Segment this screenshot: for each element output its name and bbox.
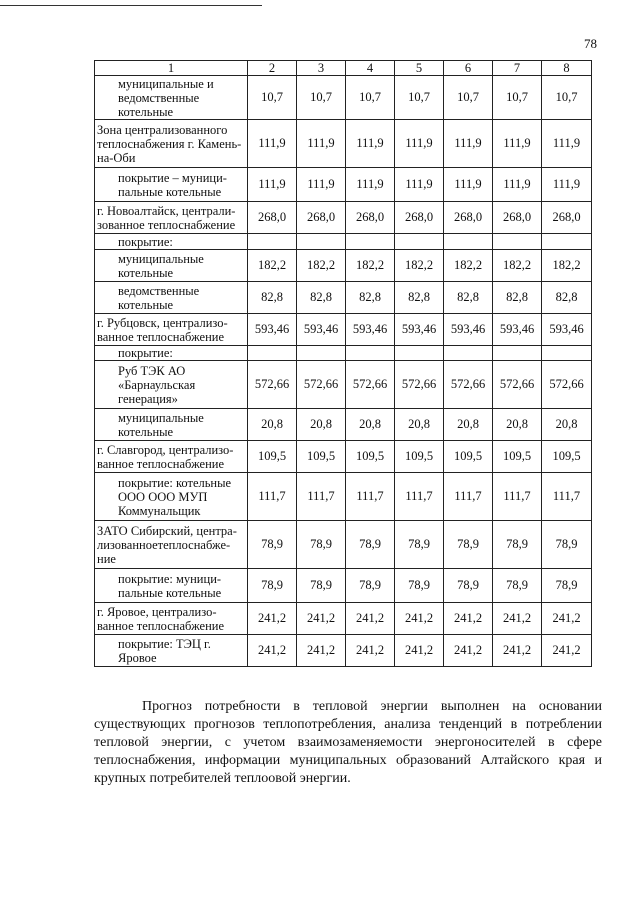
- value-cell: 111,9: [248, 120, 297, 168]
- table-row: [95, 202, 592, 234]
- value-cell: [395, 234, 444, 250]
- value-cell: 241,2: [346, 635, 395, 667]
- table-row: [95, 120, 592, 168]
- value-cell: 593,46: [542, 314, 592, 346]
- value-cell: 593,46: [444, 314, 493, 346]
- value-cell: 241,2: [395, 603, 444, 635]
- value-cell: 593,46: [346, 314, 395, 346]
- value-cell: 20,8: [346, 409, 395, 441]
- value-cell: 268,0: [297, 202, 346, 234]
- value-cell: 241,2: [542, 603, 592, 635]
- top-rule: [0, 5, 262, 6]
- value-cell: [297, 346, 346, 361]
- row-label: покрытие – муници-пальные котельные: [95, 168, 248, 202]
- value-cell: 10,7: [248, 76, 297, 120]
- heat-supply-table: [94, 60, 592, 667]
- value-cell: 78,9: [346, 521, 395, 569]
- value-cell: 82,8: [542, 282, 592, 314]
- value-cell: 78,9: [395, 521, 444, 569]
- value-cell: 182,2: [493, 250, 542, 282]
- value-cell: 82,8: [493, 282, 542, 314]
- row-label: г. Яровое, централизо-ванное теплоснабжение: [95, 603, 248, 635]
- value-cell: 111,9: [542, 120, 592, 168]
- row-label: покрытие:: [95, 346, 248, 361]
- value-cell: 78,9: [493, 569, 542, 603]
- row-label: ЗАТО Сибирский, центра-лизованноетеплоснабже-ние: [95, 521, 248, 569]
- value-cell: 78,9: [542, 521, 592, 569]
- value-cell: 572,66: [395, 361, 444, 409]
- value-cell: 241,2: [297, 603, 346, 635]
- table-row: [95, 569, 592, 603]
- value-cell: 10,7: [346, 76, 395, 120]
- value-cell: 10,7: [444, 76, 493, 120]
- value-cell: 111,7: [346, 473, 395, 521]
- page-number: 78: [584, 36, 597, 51]
- value-cell: 111,9: [542, 168, 592, 202]
- value-cell: 78,9: [542, 569, 592, 603]
- value-cell: 20,8: [395, 409, 444, 441]
- value-cell: 111,9: [493, 168, 542, 202]
- value-cell: 111,9: [346, 168, 395, 202]
- value-cell: 241,2: [493, 635, 542, 667]
- table-row: [95, 234, 592, 250]
- value-cell: [542, 234, 592, 250]
- value-cell: [542, 346, 592, 361]
- value-cell: 182,2: [297, 250, 346, 282]
- body-paragraph: Прогноз потребности в тепловой энергии выполнен на основании существующих прогнозов теплопотребления, анализа тенденций в потреблении тепловой энергии, с учетом взаимозаменяемости энергоносителей в сфере теплоснабжения, информации муниципальных образований Алтайского края и крупных потребителей теплоовой энергии.: [94, 699, 602, 786]
- value-cell: 111,9: [297, 120, 346, 168]
- value-cell: 109,5: [395, 441, 444, 473]
- column-header: 4: [346, 61, 395, 76]
- value-cell: 572,66: [297, 361, 346, 409]
- value-cell: 10,7: [297, 76, 346, 120]
- table-body: [95, 76, 592, 667]
- value-cell: [444, 234, 493, 250]
- row-label: Зона централизованного теплоснабжения г. Камень-на-Оби: [95, 120, 248, 168]
- value-cell: 78,9: [297, 569, 346, 603]
- value-cell: 268,0: [444, 202, 493, 234]
- value-cell: 111,7: [444, 473, 493, 521]
- row-label: г. Славгород, централизо-ванное теплоснабжение: [95, 441, 248, 473]
- value-cell: 10,7: [542, 76, 592, 120]
- value-cell: 593,46: [493, 314, 542, 346]
- table-row: [95, 473, 592, 521]
- table-row: [95, 603, 592, 635]
- value-cell: 593,46: [297, 314, 346, 346]
- value-cell: 182,2: [444, 250, 493, 282]
- value-cell: 268,0: [542, 202, 592, 234]
- column-header: 8: [542, 61, 592, 76]
- value-cell: 111,7: [395, 473, 444, 521]
- row-label: муниципальные и ведомственные котельные: [95, 76, 248, 120]
- value-cell: [444, 346, 493, 361]
- value-cell: [297, 234, 346, 250]
- value-cell: [346, 234, 395, 250]
- value-cell: [493, 234, 542, 250]
- value-cell: 268,0: [346, 202, 395, 234]
- value-cell: 182,2: [346, 250, 395, 282]
- value-cell: 182,2: [248, 250, 297, 282]
- value-cell: 111,9: [297, 168, 346, 202]
- value-cell: 111,7: [542, 473, 592, 521]
- table-row: [95, 168, 592, 202]
- value-cell: 82,8: [346, 282, 395, 314]
- table-row: [95, 635, 592, 667]
- value-cell: 572,66: [493, 361, 542, 409]
- value-cell: 241,2: [444, 635, 493, 667]
- value-cell: 268,0: [395, 202, 444, 234]
- value-cell: 268,0: [493, 202, 542, 234]
- table-row: [95, 76, 592, 120]
- value-cell: 572,66: [444, 361, 493, 409]
- column-header: 1: [95, 61, 248, 76]
- value-cell: 78,9: [444, 521, 493, 569]
- value-cell: 241,2: [248, 603, 297, 635]
- column-header: 6: [444, 61, 493, 76]
- column-header: 3: [297, 61, 346, 76]
- table-row: [95, 346, 592, 361]
- value-cell: 10,7: [395, 76, 444, 120]
- table-row: [95, 521, 592, 569]
- value-cell: 241,2: [346, 603, 395, 635]
- value-cell: 241,2: [444, 603, 493, 635]
- value-cell: 572,66: [346, 361, 395, 409]
- row-label: ведомственные котельные: [95, 282, 248, 314]
- value-cell: 241,2: [248, 635, 297, 667]
- table-row: [95, 250, 592, 282]
- table-row: [95, 441, 592, 473]
- value-cell: 20,8: [542, 409, 592, 441]
- value-cell: 82,8: [248, 282, 297, 314]
- value-cell: 109,5: [542, 441, 592, 473]
- value-cell: 182,2: [395, 250, 444, 282]
- row-label: покрытие: муници-пальные котельные: [95, 569, 248, 603]
- value-cell: 182,2: [542, 250, 592, 282]
- value-cell: [248, 234, 297, 250]
- value-cell: 111,9: [493, 120, 542, 168]
- row-label: Руб ТЭК АО «Барнаульская генерация»: [95, 361, 248, 409]
- value-cell: 572,66: [248, 361, 297, 409]
- row-label: муниципальные котельные: [95, 409, 248, 441]
- row-label: покрытие: котельные ООО ООО МУП Коммунальщик: [95, 473, 248, 521]
- table-row: [95, 282, 592, 314]
- value-cell: [493, 346, 542, 361]
- value-cell: 111,7: [297, 473, 346, 521]
- value-cell: 20,8: [493, 409, 542, 441]
- column-header: 2: [248, 61, 297, 76]
- value-cell: 593,46: [248, 314, 297, 346]
- value-cell: 20,8: [248, 409, 297, 441]
- value-cell: 109,5: [444, 441, 493, 473]
- value-cell: 78,9: [346, 569, 395, 603]
- value-cell: 111,9: [248, 168, 297, 202]
- value-cell: 109,5: [297, 441, 346, 473]
- value-cell: 82,8: [395, 282, 444, 314]
- value-cell: 10,7: [493, 76, 542, 120]
- row-label: г. Новоалтайск, централи-зованное теплоснабжение: [95, 202, 248, 234]
- value-cell: 111,9: [395, 120, 444, 168]
- value-cell: [395, 346, 444, 361]
- value-cell: 111,7: [493, 473, 542, 521]
- value-cell: 111,9: [346, 120, 395, 168]
- value-cell: 20,8: [297, 409, 346, 441]
- table-row: [95, 409, 592, 441]
- value-cell: 78,9: [248, 569, 297, 603]
- value-cell: 241,2: [297, 635, 346, 667]
- value-cell: 111,9: [395, 168, 444, 202]
- value-cell: 268,0: [248, 202, 297, 234]
- value-cell: 78,9: [395, 569, 444, 603]
- value-cell: 78,9: [297, 521, 346, 569]
- value-cell: 82,8: [444, 282, 493, 314]
- value-cell: 111,9: [444, 168, 493, 202]
- table-row: [95, 361, 592, 409]
- value-cell: 78,9: [444, 569, 493, 603]
- value-cell: 241,2: [395, 635, 444, 667]
- value-cell: 109,5: [248, 441, 297, 473]
- value-cell: 572,66: [542, 361, 592, 409]
- value-cell: 109,5: [493, 441, 542, 473]
- row-label: покрытие: ТЭЦ г. Яровое: [95, 635, 248, 667]
- value-cell: 593,46: [395, 314, 444, 346]
- value-cell: 111,9: [444, 120, 493, 168]
- value-cell: 111,7: [248, 473, 297, 521]
- column-header: 5: [395, 61, 444, 76]
- value-cell: 78,9: [493, 521, 542, 569]
- value-cell: 109,5: [346, 441, 395, 473]
- row-label: покрытие:: [95, 234, 248, 250]
- value-cell: 82,8: [297, 282, 346, 314]
- value-cell: 20,8: [444, 409, 493, 441]
- table-header-row: [95, 61, 592, 76]
- table-row: [95, 314, 592, 346]
- value-cell: 78,9: [248, 521, 297, 569]
- value-cell: [346, 346, 395, 361]
- value-cell: [248, 346, 297, 361]
- value-cell: 241,2: [542, 635, 592, 667]
- row-label: муниципальные котельные: [95, 250, 248, 282]
- column-header: 7: [493, 61, 542, 76]
- value-cell: 241,2: [493, 603, 542, 635]
- row-label: г. Рубцовск, централизо-ванное теплоснабжение: [95, 314, 248, 346]
